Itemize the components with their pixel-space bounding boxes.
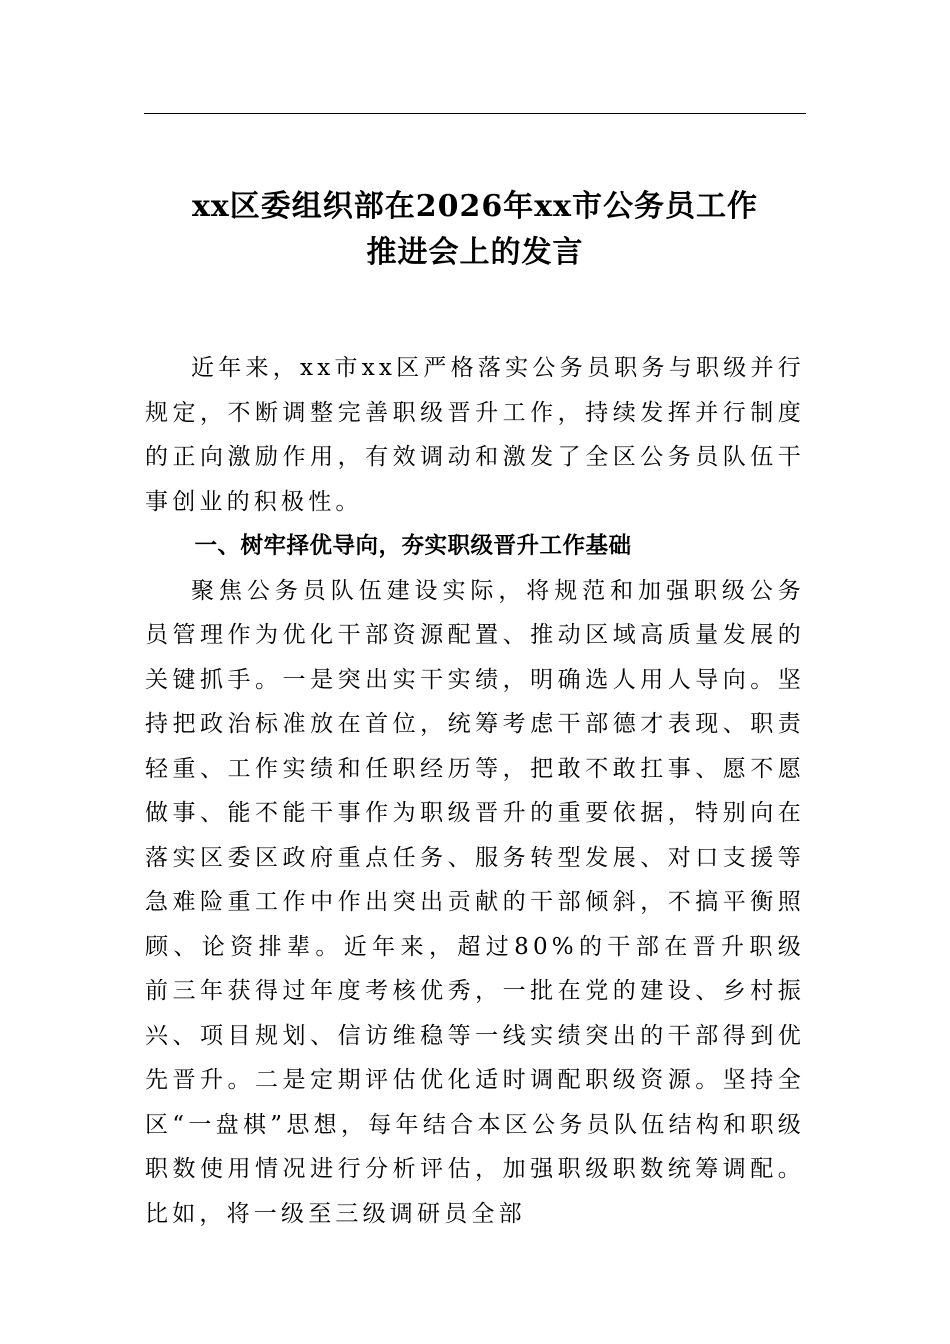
title-line-1: xx区委组织部在2026年xx市公务员工作 xyxy=(191,189,759,224)
document-body xyxy=(145,346,805,1236)
title-line-2: 推进会上的发言 xyxy=(366,235,584,270)
section-heading: 一、树牢择优导向，夯实职级晋升工作基础 xyxy=(194,533,632,559)
header-rule xyxy=(144,113,806,114)
document-title xyxy=(144,184,806,276)
intro-paragraph: 近年来，xx市xx区严格落实公务员职务与职级并行规定，不断调整完善职级晋升工作，持续发挥并行制度的正向激励作用，有效调动和激发了全区公务员队伍干事创业的积极性。 xyxy=(145,355,805,515)
section-paragraph: 聚焦公务员队伍建设实际，将规范和加强职级公务员管理作为优化干部资源配置、推动区域高质量发展的关键抓手。一是突出实干实绩，明确选人用人导向。坚持把政治标准放在首位，统筹考虑干部德才表现、职责轻重、工作实绩和任职经历等，把敢不敢扛事、愿不愿做事、能不能干事作为职级晋升的重要依据，特别向在落实区委区政府重点任务、服务转型发展、对口支援等急难险重工作中作出突出贡献的干部倾斜，不搞平衡照顾、论资排辈。近年来，超过80%的干部在晋升职级前三年获得过年度考核优秀，一批在党的建设、乡村振兴、项目规划、信访维稳等一线实绩突出的干部得到优先晋升。二是定期评估优化适时调配职级资源。坚持全区“一盘棋”思想，每年结合本区公务员队伍结构和职级职数使用情况进行分析评估，加强职级职数统筹调配。比如，将一级至三级调研员全部 xyxy=(145,577,805,1227)
